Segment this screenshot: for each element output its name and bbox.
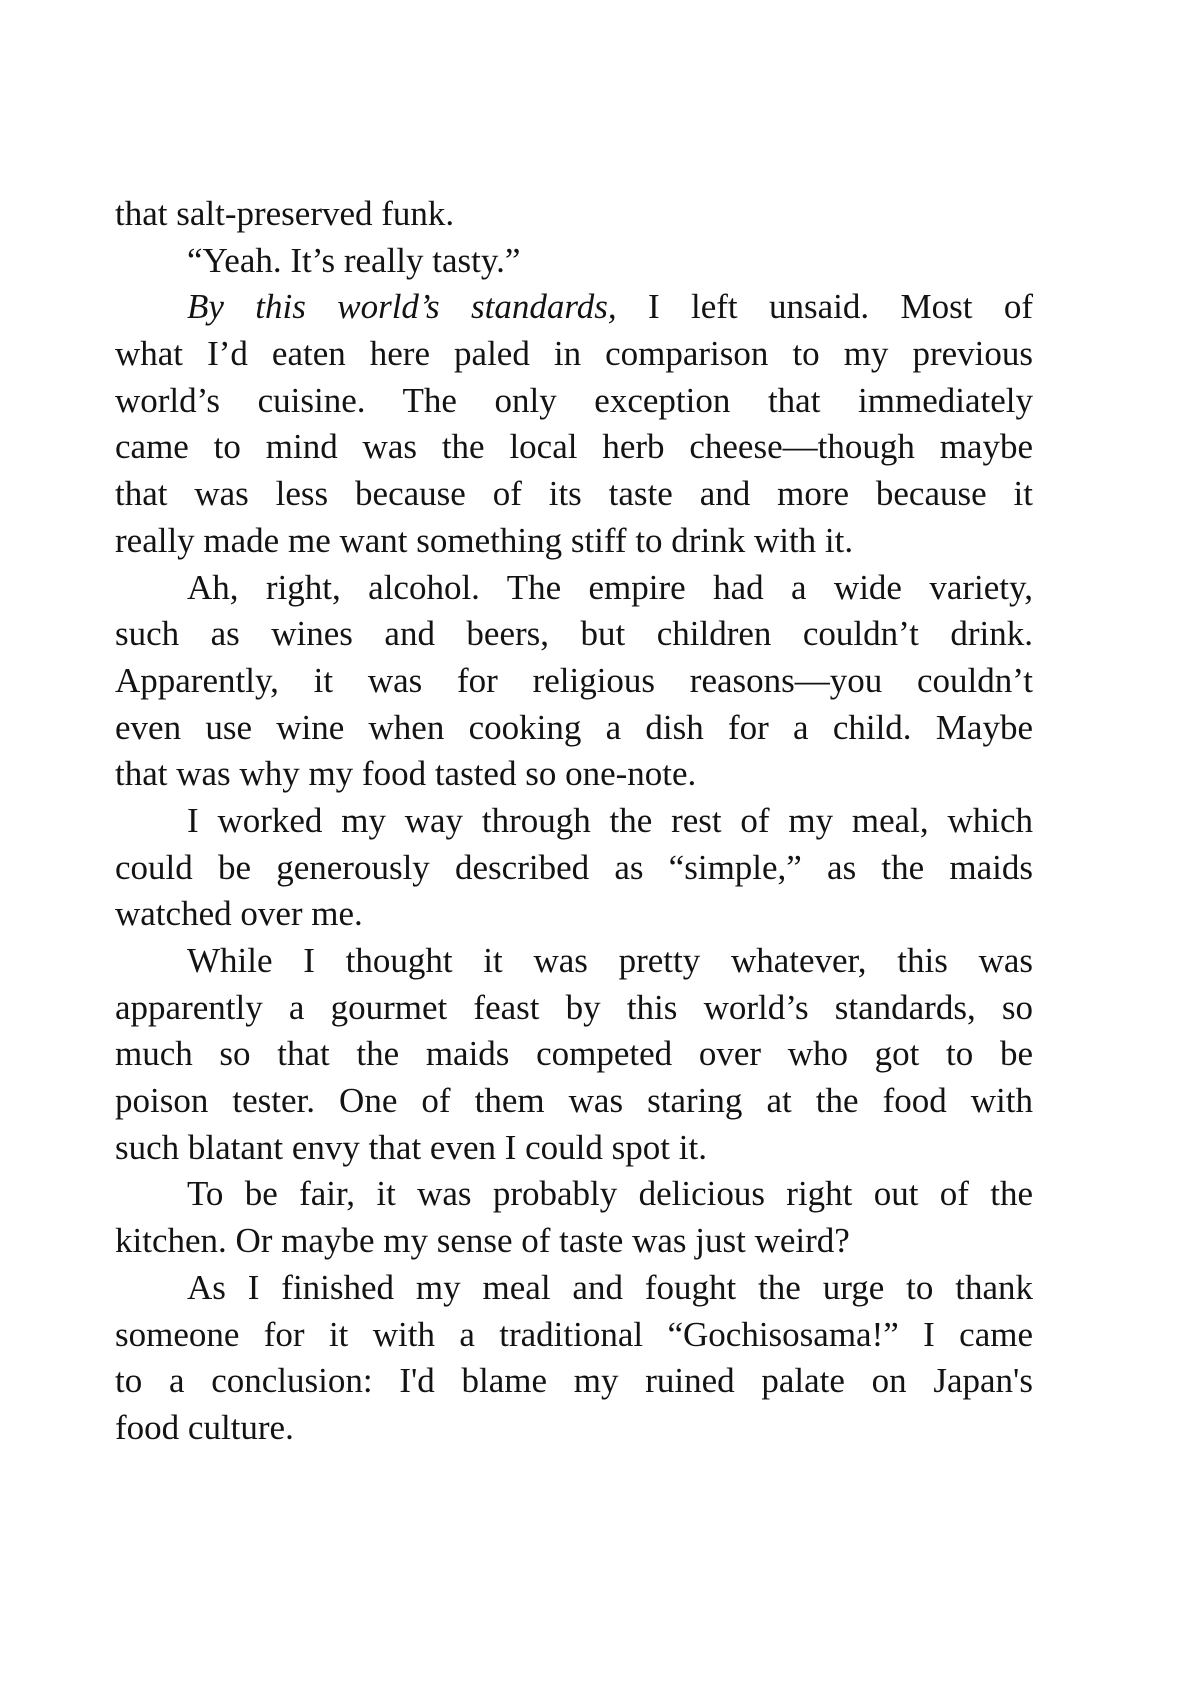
text-segment: I worked my way through the rest of my meal, which xyxy=(187,800,1033,840)
text-line xyxy=(115,1265,1033,1312)
text-segment: watched over me. xyxy=(115,894,363,934)
text-line xyxy=(115,1312,1033,1359)
text-segment: really made me want something stiff to drink with it. xyxy=(115,520,854,560)
text-segment: such blatant envy that even I could spot it. xyxy=(115,1127,707,1167)
text-line xyxy=(115,1358,1033,1405)
text-line xyxy=(115,1218,1033,1265)
text-line xyxy=(115,238,1033,285)
text-line xyxy=(115,985,1033,1032)
text-line xyxy=(115,1405,1033,1452)
page-text xyxy=(115,191,1033,1452)
text-segment: While I thought it was pretty whatever, this was xyxy=(187,941,1033,980)
text-segment: that was why my food tasted so one-note. xyxy=(115,754,697,794)
text-line xyxy=(115,424,1033,471)
text-segment: I left unsaid. Most of xyxy=(616,287,1033,327)
text-segment: poison tester. One of them was staring at the food with xyxy=(115,1081,1033,1121)
text-segment: to a conclusion: I'd blame my ruined palate on Japan's xyxy=(115,1361,1033,1401)
text-segment: even use wine when cooking a dish for a child. Maybe xyxy=(115,707,1033,747)
text-segment: what I’d eaten here paled in comparison to my previous xyxy=(115,334,1033,374)
text-line xyxy=(115,284,1033,331)
text-segment: kitchen. Or maybe my sense of taste was just weird? xyxy=(115,1221,850,1261)
text-line xyxy=(115,938,1033,985)
text-line xyxy=(115,798,1033,845)
text-segment: apparently a gourmet feast by this world’s standards, so xyxy=(115,987,1033,1027)
text-segment: Apparently, it was for religious reasons—you couldn’t xyxy=(115,660,1033,700)
text-segment: that salt-preserved funk. xyxy=(115,194,455,233)
text-line xyxy=(115,378,1033,425)
text-line xyxy=(115,331,1033,378)
text-segment: food culture. xyxy=(115,1407,294,1447)
text-segment: “Yeah. It’s really tasty.” xyxy=(187,240,521,280)
text-segment: world’s cuisine. The only exception that immediately xyxy=(115,380,1033,420)
text-segment: could be generously described as “simple,” as the maids xyxy=(115,847,1033,887)
text-line xyxy=(115,1171,1033,1218)
text-segment: that was less because of its taste and more because it xyxy=(115,474,1033,514)
text-segment: Ah, right, alcohol. The empire had a wide variety, xyxy=(187,567,1033,607)
text-segment: As I finished my meal and fought the urge to thank xyxy=(187,1267,1033,1307)
text-segment: much so that the maids competed over who got to be xyxy=(115,1034,1033,1074)
text-segment: such as wines and beers, but children couldn’t drink. xyxy=(115,614,1033,654)
text-segment: came to mind was the local herb cheese—though maybe xyxy=(115,427,1033,467)
italic-text-segment: By this world’s standards, xyxy=(187,287,617,327)
text-line xyxy=(115,658,1033,705)
text-line xyxy=(115,191,1033,238)
text-line xyxy=(115,845,1033,892)
text-segment: someone for it with a traditional “Gochisosama!” I came xyxy=(115,1314,1033,1354)
text-line xyxy=(115,518,1033,565)
text-line xyxy=(115,1031,1033,1078)
text-line xyxy=(115,751,1033,798)
text-line xyxy=(115,1125,1033,1172)
text-line xyxy=(115,891,1033,938)
text-line xyxy=(115,565,1033,612)
text-line xyxy=(115,471,1033,518)
text-line xyxy=(115,611,1033,658)
text-segment: To be fair, it was probably delicious right out of the xyxy=(187,1174,1033,1214)
text-line xyxy=(115,1078,1033,1125)
text-line xyxy=(115,705,1033,752)
